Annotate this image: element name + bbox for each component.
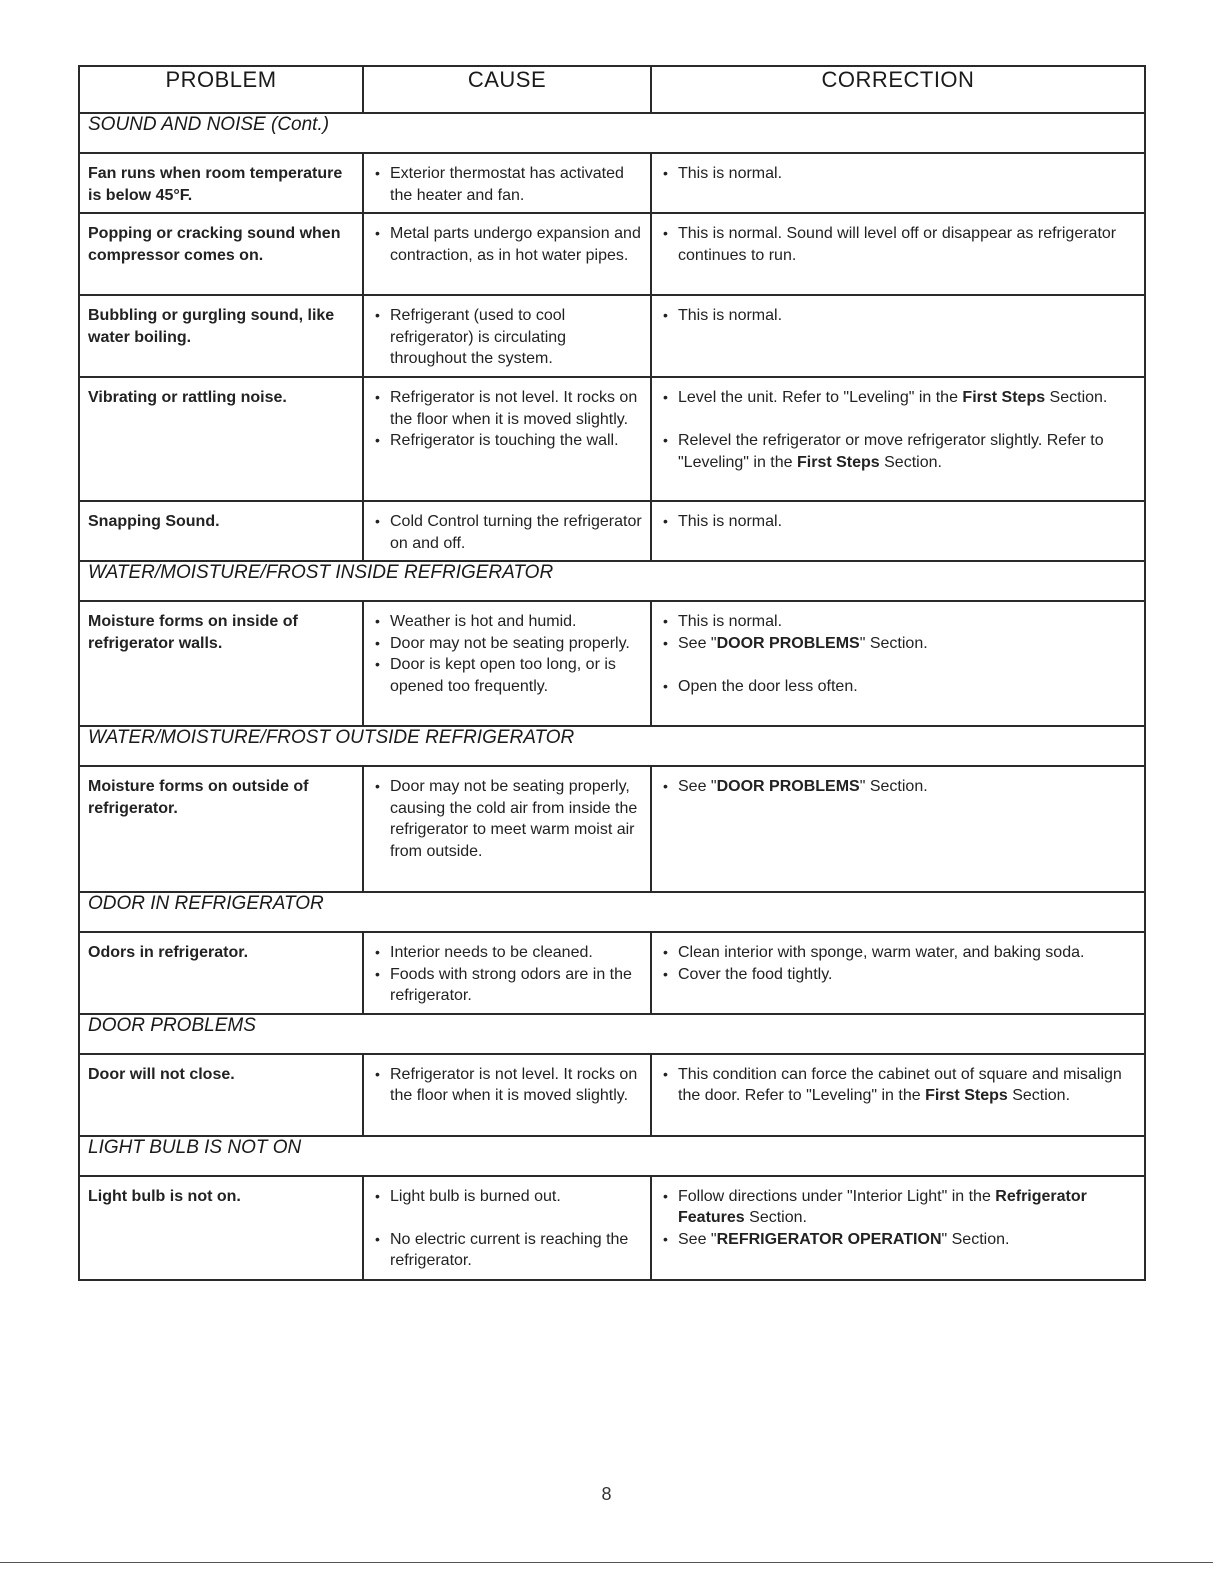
correction-text: Section. (879, 453, 942, 471)
section-title: WATER/MOISTURE/FROST OUTSIDE REFRIGERATOR (79, 726, 1145, 766)
correction-cell (651, 1054, 1145, 1136)
correction-text: Level the unit. Refer to "Leveling" in the (678, 389, 963, 406)
header-cause: CAUSE (363, 66, 651, 113)
table-row (79, 601, 1145, 726)
correction-cell (651, 295, 1145, 377)
door-problems-ref: DOOR PROBLEMS (716, 778, 860, 795)
correction-text: This condition can force the cabinet out of square and misalign the door. Refer to "Leveling" in the (678, 1065, 1122, 1104)
cause-item: • Cold Control turning the refrigerator on and off. (372, 511, 646, 554)
problem-cell: Fan runs when room temperature is below 45°F. (79, 153, 363, 213)
cause-item: • Refrigerator is not level. It rocks on the floor when it is moved slightly. (372, 387, 646, 430)
cause-item: • Interior needs to be cleaned. (372, 942, 646, 964)
section-title: LIGHT BULB IS NOT ON (79, 1136, 1145, 1176)
correction-cell (651, 766, 1145, 892)
cause-cell (363, 766, 651, 892)
correction-item: • Clean interior with sponge, warm water, and baking soda. (660, 942, 1140, 964)
correction-item (660, 1186, 1140, 1229)
problem-cell: Snapping Sound. (79, 501, 363, 561)
footer-rule (0, 1562, 1213, 1563)
cause-cell (363, 295, 651, 377)
problem-cell: Odors in refrigerator. (79, 932, 363, 1014)
correction-item (660, 776, 1140, 798)
correction-text: Section. (744, 1209, 807, 1226)
cause-cell (363, 213, 651, 295)
problem-cell: Bubbling or gurgling sound, like water boiling. (79, 295, 363, 377)
cause-item: • Exterior thermostat has activated the heater and fan. (372, 163, 646, 206)
cause-cell (363, 1054, 651, 1136)
correction-text: Section. (1007, 1087, 1071, 1104)
first-steps-ref: First Steps (797, 453, 880, 471)
header-correction: CORRECTION (651, 66, 1145, 113)
section-title: SOUND AND NOISE (Cont.) (79, 113, 1145, 153)
cause-cell (363, 932, 651, 1014)
cause-item: • Light bulb is burned out. (372, 1186, 646, 1208)
correction-cell (651, 932, 1145, 1014)
troubleshooting-table (78, 65, 1146, 1281)
correction-item: • Open the door less often. (660, 676, 1140, 698)
table-row (79, 766, 1145, 892)
correction-cell (651, 213, 1145, 295)
cause-item: • Refrigerant (used to cool refrigerator) is circulating throughout the system. (372, 305, 646, 370)
cause-cell (363, 377, 651, 501)
cause-item: • Foods with strong odors are in the refrigerator. (372, 964, 646, 1007)
correction-cell (651, 377, 1145, 501)
problem-cell: Popping or cracking sound when compressor comes on. (79, 213, 363, 295)
section-row (79, 892, 1145, 932)
header-row (79, 66, 1145, 113)
problem-cell: Moisture forms on outside of refrigerator. (79, 766, 363, 892)
header-problem: PROBLEM (79, 66, 363, 113)
correction-item (660, 1229, 1140, 1251)
correction-item: • This is normal. Sound will level off or disappear as refrigerator continues to run. (660, 223, 1140, 266)
cause-cell (363, 501, 651, 561)
section-row (79, 1014, 1145, 1054)
table-row (79, 1054, 1145, 1136)
cause-cell (363, 601, 651, 726)
correction-item (660, 1064, 1140, 1107)
cause-item: • Door is kept open too long, or is opened too frequently. (372, 654, 646, 697)
page-number: 8 (601, 1484, 612, 1504)
cause-item: • Weather is hot and humid. (372, 611, 646, 633)
cause-item: • Door may not be seating properly, causing the cold air from inside the refrigerator to meet warm moist air from outside. (372, 776, 646, 862)
first-steps-ref: First Steps (962, 389, 1046, 406)
cause-item: • Refrigerator is not level. It rocks on the floor when it is moved slightly. (372, 1064, 646, 1107)
problem-cell: Light bulb is not on. (79, 1176, 363, 1280)
section-title: WATER/MOISTURE/FROST INSIDE REFRIGERATOR (79, 561, 1145, 601)
table-row (79, 213, 1145, 295)
correction-item: • This is normal. (660, 305, 1140, 327)
section-row (79, 1136, 1145, 1176)
cause-item: • Metal parts undergo expansion and contraction, as in hot water pipes. (372, 223, 646, 266)
problem-cell: Vibrating or rattling noise. (79, 377, 363, 501)
correction-text: See " (678, 1230, 717, 1248)
correction-text: Relevel the refrigerator or move refrigerator slightly. Refer to "Leveling" in the (678, 432, 1104, 471)
correction-item: • Cover the food tightly. (660, 964, 1140, 986)
correction-item (660, 633, 1140, 655)
section-title: ODOR IN REFRIGERATOR (79, 892, 1145, 932)
table-row (79, 501, 1145, 561)
correction-cell (651, 153, 1145, 213)
table-row (79, 295, 1145, 377)
cause-cell (363, 1176, 651, 1280)
table-row (79, 932, 1145, 1014)
table-row (79, 1176, 1145, 1280)
correction-text: See " (678, 634, 717, 652)
cause-item: • Refrigerator is touching the wall. (372, 430, 646, 452)
correction-item: • This is normal. (660, 611, 1140, 633)
correction-item: • This is normal. (660, 163, 1140, 185)
section-row (79, 561, 1145, 601)
problem-cell: Moisture forms on inside of refrigerator walls. (79, 601, 363, 726)
correction-item: • This is normal. (660, 511, 1140, 533)
table-row (79, 153, 1145, 213)
correction-cell (651, 1176, 1145, 1280)
cause-cell (363, 153, 651, 213)
cause-item: • Door may not be seating properly. (372, 633, 646, 655)
correction-text: Section. (1045, 389, 1108, 406)
refrigerator-features-ref: Refrigerator Features (678, 1187, 1087, 1226)
correction-text: " Section. (859, 634, 928, 652)
door-problems-ref: DOOR PROBLEMS (716, 634, 860, 652)
correction-item (660, 430, 1140, 473)
correction-cell (651, 601, 1145, 726)
correction-item (660, 387, 1140, 409)
first-steps-ref: First Steps (925, 1087, 1008, 1104)
correction-text: Follow directions under "Interior Light" in the (678, 1187, 996, 1205)
table-row (79, 377, 1145, 501)
correction-text: See " (678, 778, 717, 795)
correction-text: " Section. (859, 778, 928, 795)
correction-cell (651, 501, 1145, 561)
refrigerator-operation-ref: REFRIGERATOR OPERATION (716, 1230, 942, 1248)
correction-text: " Section. (941, 1230, 1010, 1248)
section-title: DOOR PROBLEMS (79, 1014, 1145, 1054)
section-row (79, 113, 1145, 153)
problem-cell: Door will not close. (79, 1054, 363, 1136)
cause-item: • No electric current is reaching the refrigerator. (372, 1229, 646, 1272)
section-row (79, 726, 1145, 766)
